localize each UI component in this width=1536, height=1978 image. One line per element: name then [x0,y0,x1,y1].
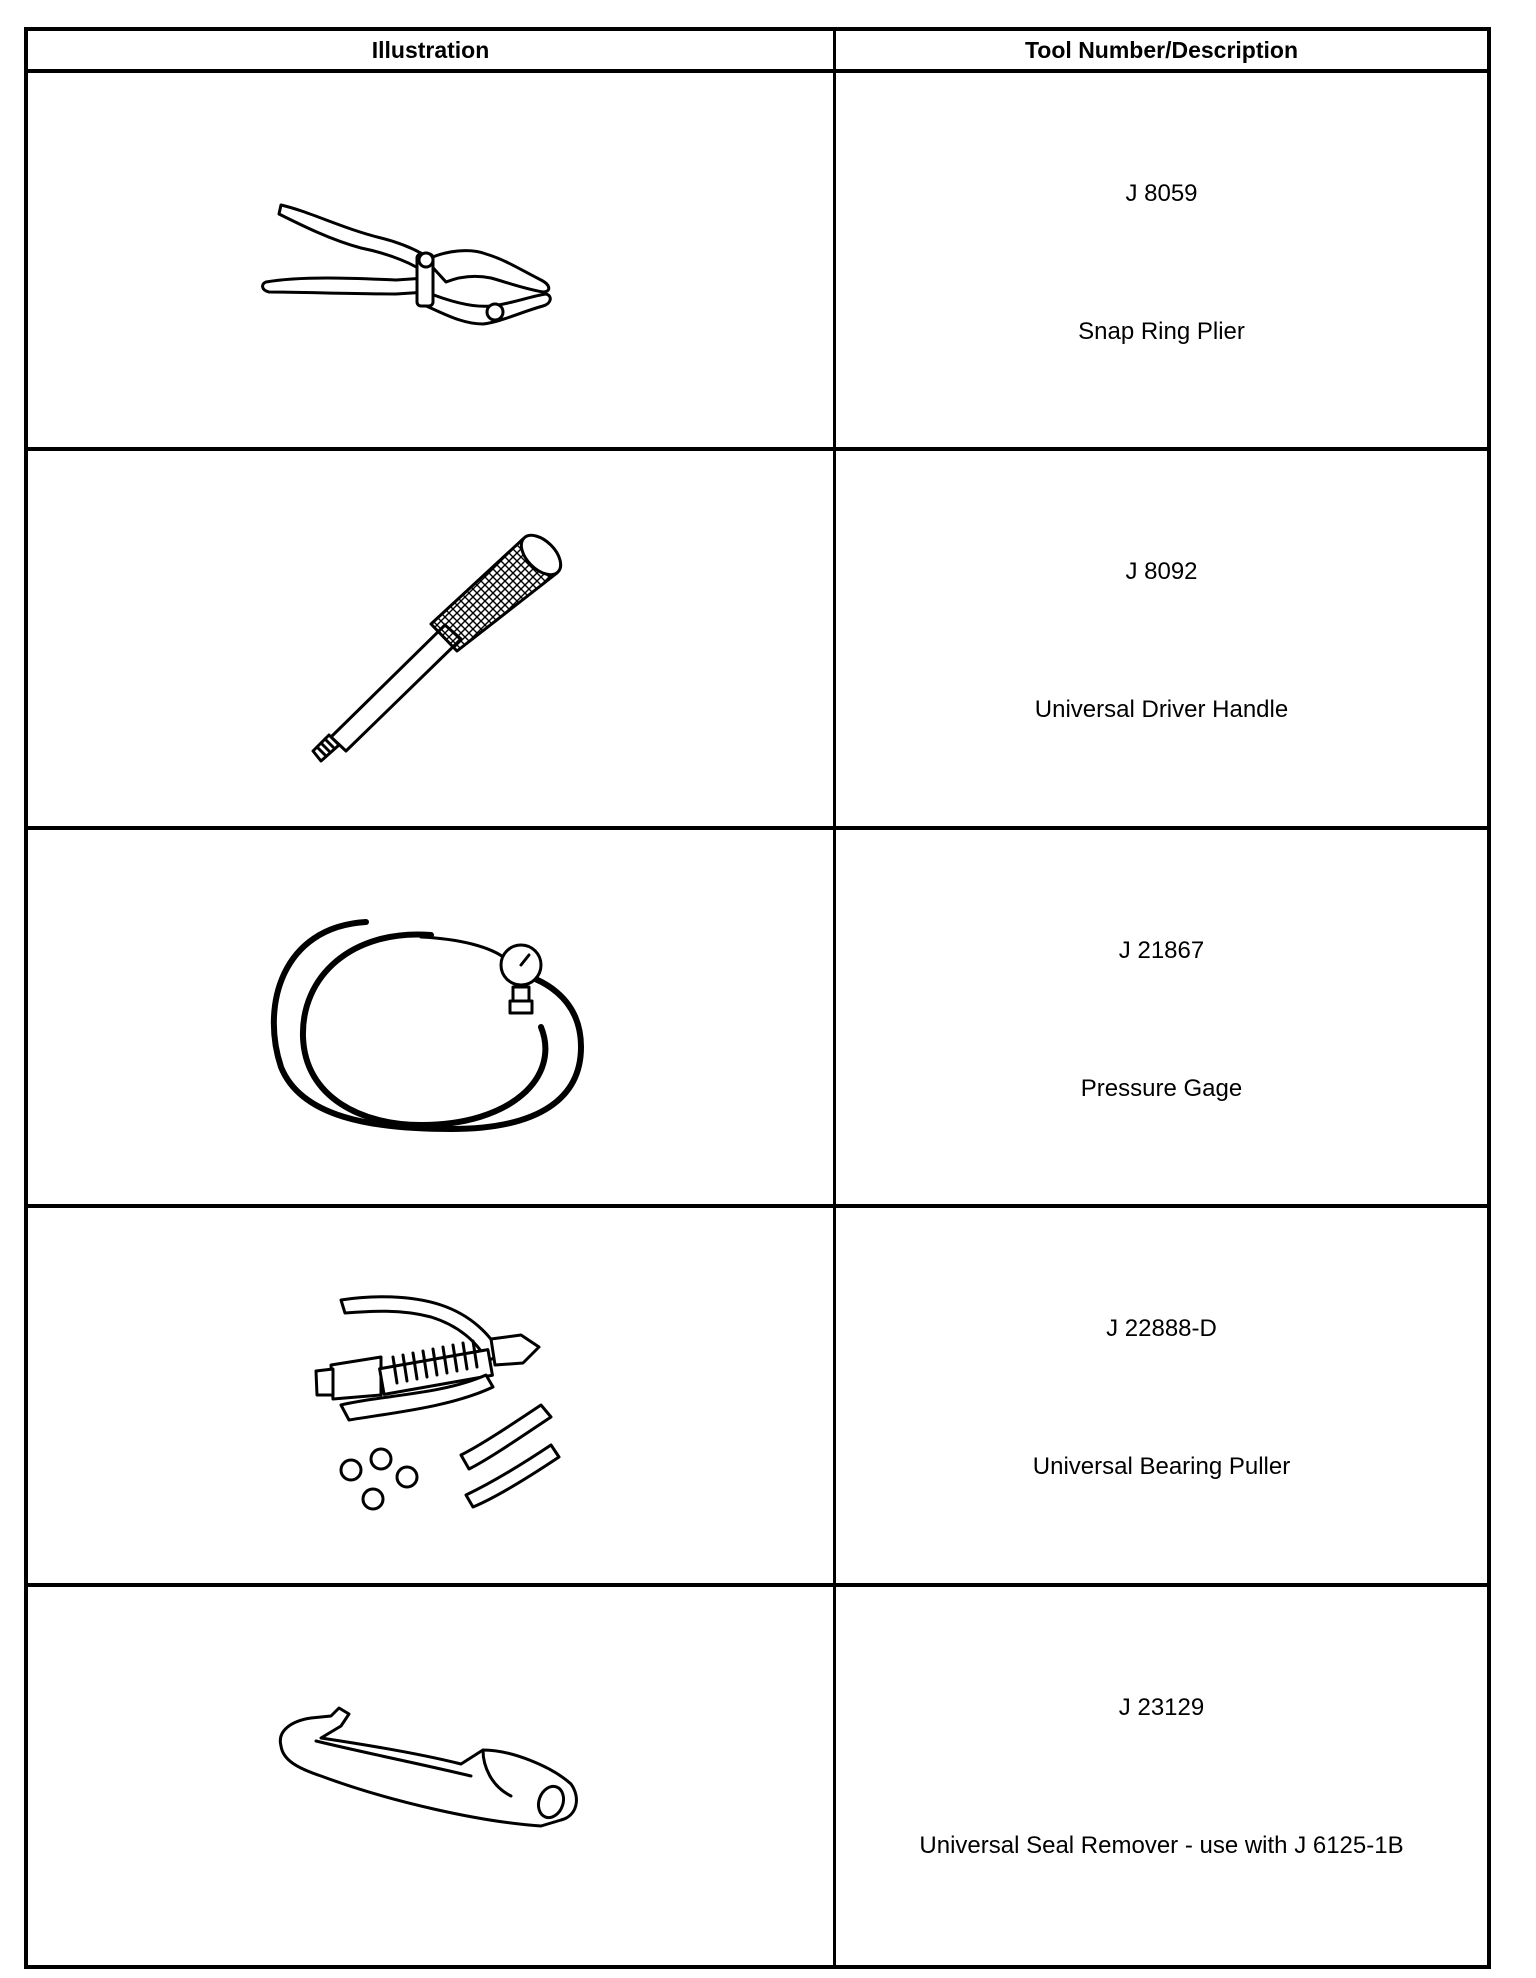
tool-description: Universal Seal Remover - use with J 6125-1B [919,1831,1404,1859]
table-row-illustration [28,1587,836,1965]
tool-number: J 22888-D [1106,1315,1217,1343]
table-row-illustration [28,73,836,451]
tool-description: Snap Ring Plier [1078,318,1245,345]
tool-description: Universal Bearing Puller [1032,1453,1291,1481]
tool-number: J 23129 [1118,1693,1205,1721]
table-row-tool [836,830,1487,1208]
snap-ring-plier-illustration [221,110,641,410]
tool-description: Pressure Gage [1080,1074,1243,1102]
tool-number: J 8092 [1125,558,1198,586]
table-row-illustration [28,451,836,829]
table-row-tool [836,1208,1487,1586]
column-header-illustration: Illustration [28,31,836,73]
table-row-tool [836,73,1487,451]
table-row-tool [836,451,1487,829]
special-tools-table [24,27,1491,1969]
pressure-gage-illustration [221,867,641,1167]
tool-number: J 21867 [1118,936,1205,964]
tool-description: Universal Driver Handle [1034,696,1289,724]
column-header-tool: Tool Number/Description [836,31,1487,73]
table-row-tool [836,1587,1487,1965]
tool-number: J 8059 [1125,180,1198,207]
driver-handle-illustration [221,489,641,789]
seal-remover-illustration [221,1626,641,1926]
table-row-illustration [28,1208,836,1586]
bearing-puller-illustration [221,1245,641,1545]
table-row-illustration [28,830,836,1208]
